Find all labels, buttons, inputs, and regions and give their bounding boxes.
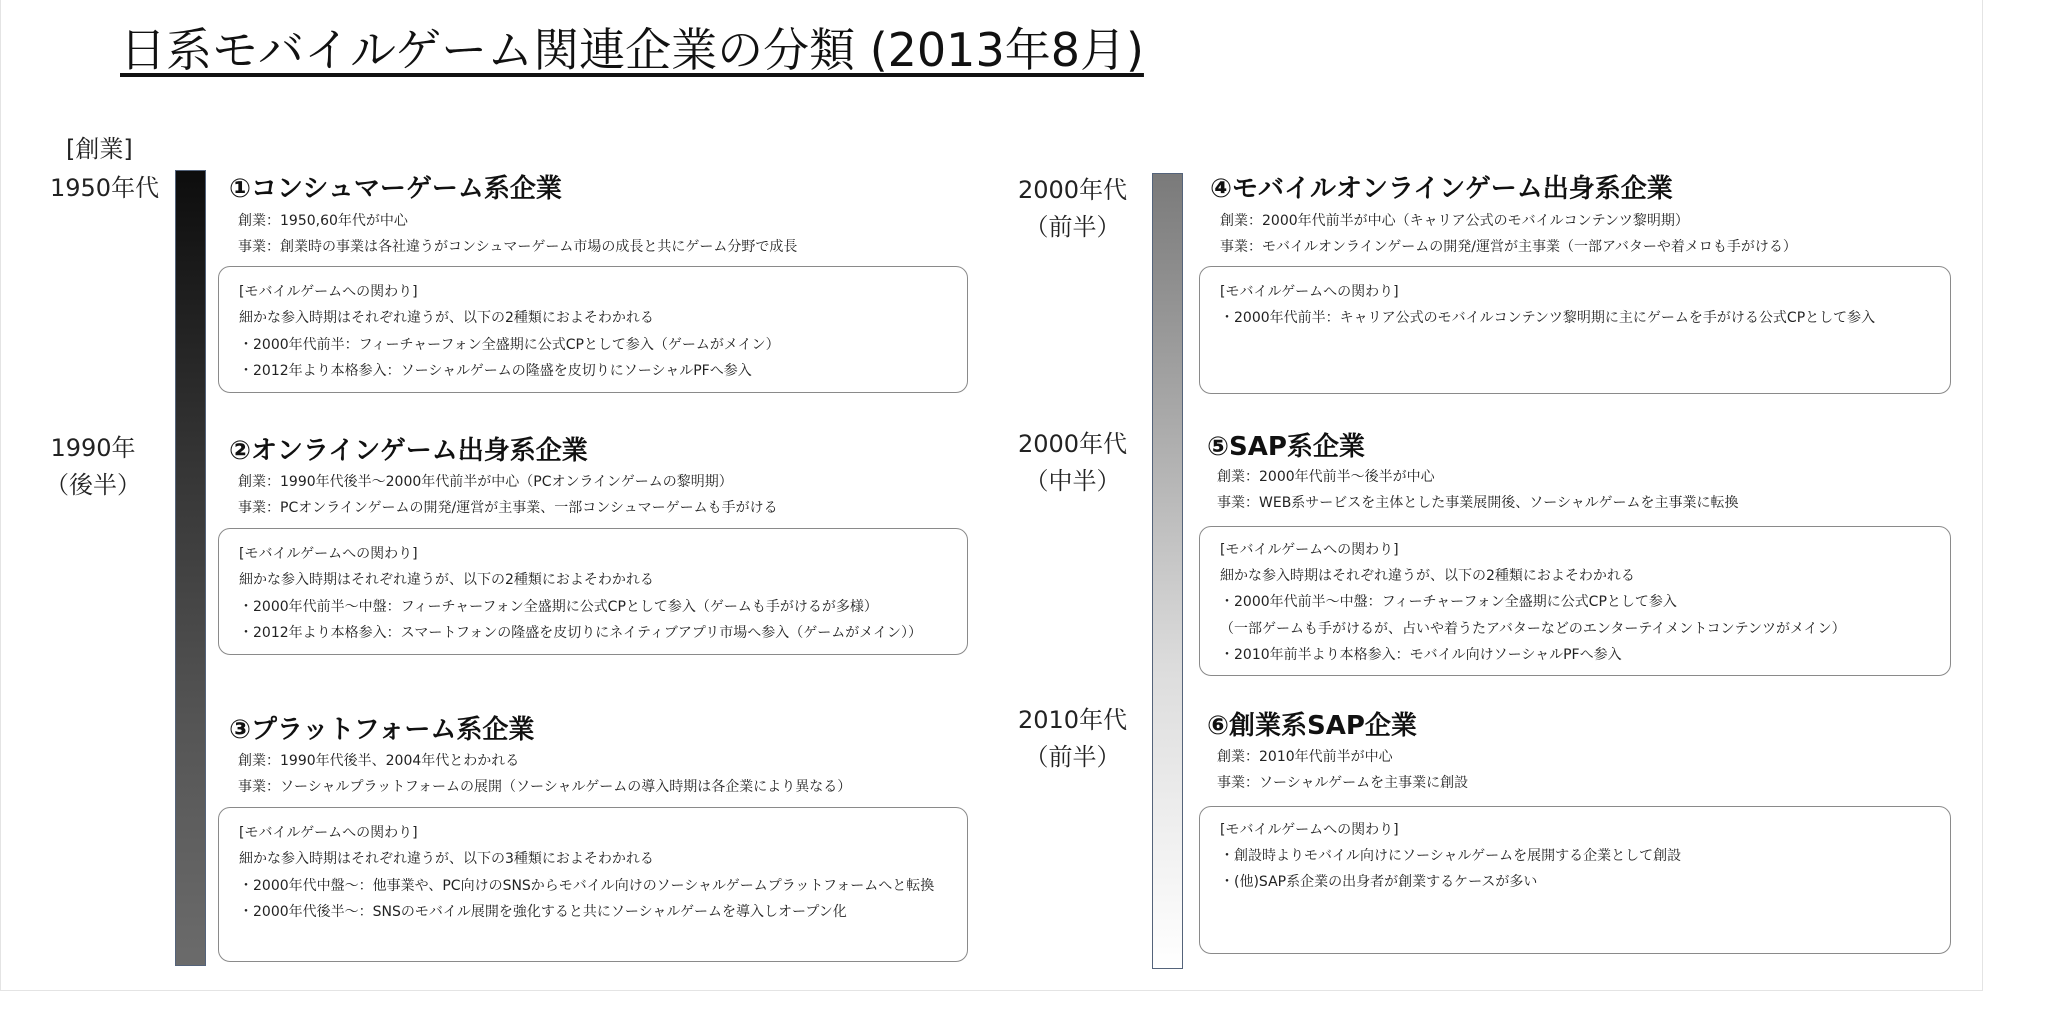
- category-heading: ①コンシュマーゲーム系企業: [229, 174, 562, 204]
- box-line: ・2000年代前半～中盤：フィーチャーフォン全盛期に公式CPとして参入: [1220, 594, 1677, 610]
- category-heading: ④モバイルオンラインゲーム出身系企業: [1210, 174, 1673, 204]
- box-line: ・2012年より本格参入：スマートフォンの隆盛を皮切りにネイティブアプリ市場へ参入（ゲームがメイン））: [239, 625, 922, 641]
- category-founded: 創業：1950,60年代が中心: [238, 213, 408, 229]
- box-line: 細かな参入時期はそれぞれ違うが、以下の3種類におよそわかれる: [239, 851, 654, 867]
- box-line: [モバイルゲームへの関わり]: [239, 284, 418, 300]
- box-line: （一部ゲームも手がけるが、占いや着うたアバターなどのエンターテイメントコンテンツがメイン）: [1220, 621, 1846, 637]
- category-business: 事業：ソーシャルゲームを主事業に創設: [1217, 775, 1469, 791]
- era-2010s-early-line2: （前半）: [1024, 743, 1121, 771]
- box-line: ・2000年代中盤～：他事業や、PC向けのSNSからモバイル向けのソーシャルゲームプラットフォームへと転換: [239, 878, 935, 894]
- box-line: 細かな参入時期はそれぞれ違うが、以下の2種類におよそわかれる: [1220, 568, 1635, 584]
- category-business: 事業：WEB系サービスを主体とした事業展開後、ソーシャルゲームを主事業に転換: [1217, 495, 1739, 511]
- involvement-box: [1199, 266, 1951, 394]
- category-founded: 創業：2000年代前半が中心（キャリア公式のモバイルコンテンツ黎明期）: [1220, 213, 1689, 229]
- era-2000s-mid-line2: （中半）: [1024, 467, 1121, 495]
- box-line: ・2012年より本格参入：ソーシャルゲームの隆盛を皮切りにソーシャルPFへ参入: [239, 363, 752, 379]
- box-line: ・2000年代後半～：SNSのモバイル展開を強化すると共にソーシャルゲームを導入しオープン化: [239, 904, 847, 920]
- category-heading: ⑥創業系SAP企業: [1207, 711, 1417, 741]
- category-business: 事業：創業時の事業は各社違うがコンシュマーゲーム市場の成長と共にゲーム分野で成長: [238, 239, 798, 255]
- category-founded: 創業：2000年代前半～後半が中心: [1217, 469, 1435, 485]
- box-line: ・2000年代前半：フィーチャーフォン全盛期に公式CPとして参入（ゲームがメイン）: [239, 337, 780, 353]
- category-heading: ②オンラインゲーム出身系企業: [229, 436, 588, 466]
- box-line: [モバイルゲームへの関わり]: [239, 825, 418, 841]
- box-line: 細かな参入時期はそれぞれ違うが、以下の2種類におよそわかれる: [239, 572, 654, 588]
- era-2000s-early-line1: 2000年代: [1018, 176, 1128, 204]
- timeline-bar-right: [1152, 173, 1183, 969]
- involvement-box: [1199, 526, 1951, 676]
- category-founded: 創業：2010年代前半が中心: [1217, 749, 1393, 765]
- box-line: [モバイルゲームへの関わり]: [1220, 542, 1399, 558]
- era-1990s-line1: 1990年: [50, 434, 136, 462]
- era-1990s: [45, 430, 141, 504]
- category-business: 事業：ソーシャルプラットフォームの展開（ソーシャルゲームの導入時期は各企業により異なる）: [238, 779, 852, 795]
- category-business: 事業：モバイルオンラインゲームの開発/運営が主事業（一部アバターや着メロも手がける）: [1220, 239, 1797, 255]
- category-founded: 創業：1990年代後半、2004年代とわかれる: [238, 753, 520, 769]
- category-heading: ⑤SAP系企業: [1207, 432, 1365, 462]
- box-line: [モバイルゲームへの関わり]: [1220, 822, 1399, 838]
- category-business: 事業：PCオンラインゲームの開発/運営が主事業、一部コンシュマーゲームも手がける: [238, 500, 778, 516]
- timeline-bar-left: [175, 170, 206, 966]
- box-line: ・2000年代前半：キャリア公式のモバイルコンテンツ黎明期に主にゲームを手がける公式CPとして参入: [1220, 310, 1876, 326]
- era-2000s-mid-line1: 2000年代: [1018, 430, 1128, 458]
- box-line: ・2010年前半より本格参入：モバイル向けソーシャルPFへ参入: [1220, 647, 1622, 663]
- era-2000s-early: [1018, 172, 1127, 246]
- box-line: ・創設時よりモバイル向けにソーシャルゲームを展開する企業として創設: [1220, 848, 1682, 864]
- timeline-label: [創業]: [66, 135, 133, 163]
- page-title: 日系モバイルゲーム関連企業の分類 (2013年8月): [120, 23, 1144, 77]
- box-line: ・2000年代前半～中盤：フィーチャーフォン全盛期に公式CPとして参入（ゲームも手がけるが多様）: [239, 599, 878, 615]
- involvement-box: [218, 807, 968, 962]
- box-line: 細かな参入時期はそれぞれ違うが、以下の2種類におよそわかれる: [239, 310, 654, 326]
- era-1990s-line2: （後半）: [45, 471, 141, 499]
- slide-edge: [0, 0, 1, 990]
- box-line: [モバイルゲームへの関わり]: [1220, 284, 1399, 300]
- era-2000s-early-line2: （前半）: [1024, 213, 1121, 241]
- box-line: ・(他)SAP系企業の出身者が創業するケースが多い: [1220, 874, 1538, 890]
- involvement-box: [218, 266, 968, 393]
- era-1950s: [50, 170, 159, 207]
- category-heading: ③プラットフォーム系企業: [229, 715, 535, 745]
- era-2010s-early-line1: 2010年代: [1018, 706, 1128, 734]
- category-founded: 創業：1990年代後半～2000年代前半が中心（PCオンラインゲームの黎明期）: [238, 474, 733, 490]
- box-line: [モバイルゲームへの関わり]: [239, 546, 418, 562]
- involvement-box: [1199, 806, 1951, 954]
- involvement-box: [218, 528, 968, 655]
- era-2010s-early: [1018, 702, 1127, 776]
- era-2000s-mid: [1018, 426, 1127, 500]
- era-1950s-line1: 1950年代: [50, 174, 160, 202]
